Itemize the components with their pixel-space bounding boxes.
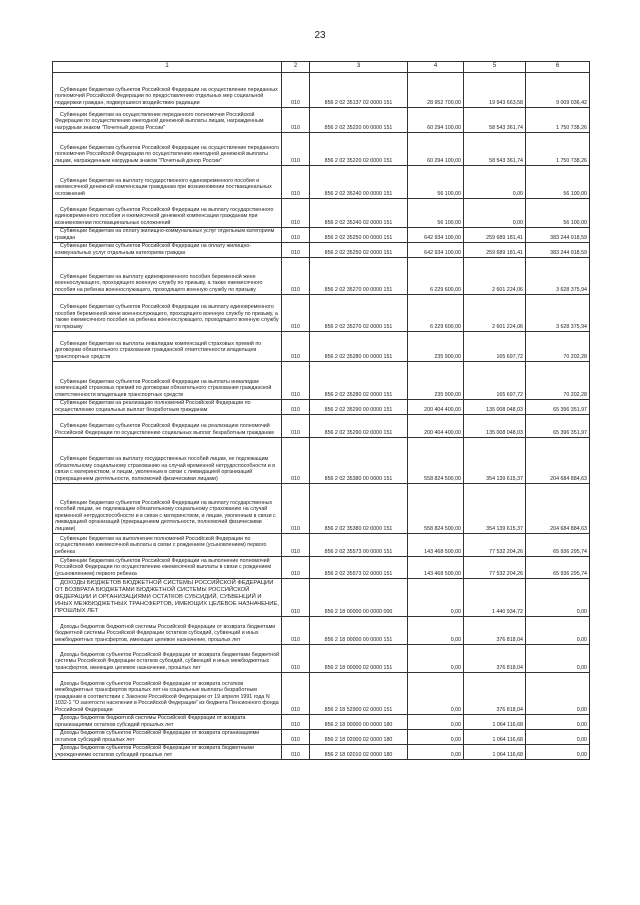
row-unexecuted-cell: 383 244 918,59 <box>526 228 590 243</box>
column-header: 5 <box>464 62 526 73</box>
row-budget-code-cell: 856 2 18 00000 00 0000 151 <box>310 617 408 645</box>
row-approved-cell: 0,00 <box>408 673 464 715</box>
row-budget-code-cell: 856 2 02 35573 02 0000 151 <box>310 557 408 579</box>
row-name-cell: Доходы бюджетов субъектов Российской Федерации от возврата бюджетными учреждениями остатков субсидий прошлых лет <box>53 745 282 760</box>
table-row <box>53 730 590 745</box>
row-unexecuted-cell: 56 100,00 <box>526 199 590 228</box>
row-approved-cell: 6 229 600,00 <box>408 295 464 332</box>
row-executed-cell: 58 543 361,74 <box>464 133 526 166</box>
row-line-code-cell: 010 <box>282 332 310 362</box>
row-executed-cell: 354 139 615,37 <box>464 438 526 484</box>
row-line-code-cell: 010 <box>282 258 310 295</box>
row-approved-cell: 0,00 <box>408 617 464 645</box>
row-budget-code-cell: 856 2 18 02010 02 0000 180 <box>310 745 408 760</box>
row-name-cell: Доходы бюджетов бюджетной системы Российской Федерации от возврата организациями остатков субсидий прошлых лет <box>53 715 282 730</box>
table-row <box>53 332 590 362</box>
table-row <box>53 645 590 673</box>
row-executed-cell: 1 064 116,68 <box>464 745 526 760</box>
row-unexecuted-cell: 65 936 295,74 <box>526 534 590 557</box>
row-executed-cell: 77 532 204,26 <box>464 557 526 579</box>
row-approved-cell: 6 229 600,00 <box>408 258 464 295</box>
table-row <box>53 745 590 760</box>
row-approved-cell: 143 468 500,00 <box>408 557 464 579</box>
column-header: 2 <box>282 62 310 73</box>
row-budget-code-cell: 856 2 18 52900 02 0000 151 <box>310 673 408 715</box>
row-executed-cell: 1 064 116,68 <box>464 730 526 745</box>
row-budget-code-cell: 856 2 02 35280 00 0000 151 <box>310 332 408 362</box>
row-budget-code-cell: 856 2 18 00000 00 0000 180 <box>310 715 408 730</box>
row-line-code-cell: 010 <box>282 133 310 166</box>
row-budget-code-cell: 856 2 02 35380 02 0000 151 <box>310 484 408 534</box>
column-header: 1 <box>53 62 282 73</box>
row-name-cell: Субвенции бюджетам субъектов Российской Федерации на выполнение полномочий Российской Федерации по осуществлению ежемесячной выплаты в связи с рождением (усыновлением) первого ребенка <box>53 557 282 579</box>
row-approved-cell: 60 294 100,00 <box>408 108 464 133</box>
row-line-code-cell: 010 <box>282 617 310 645</box>
row-budget-code-cell: 856 2 02 35270 00 0000 151 <box>310 258 408 295</box>
row-approved-cell: 0,00 <box>408 715 464 730</box>
row-budget-code-cell: 856 2 02 35280 02 0000 151 <box>310 362 408 400</box>
row-line-code-cell: 010 <box>282 484 310 534</box>
row-name-cell: Субвенции бюджетам субъектов Российской Федерации на осуществление переданного полномочия Российской Федерации по осуществлению ежегодной денежной выплаты лицам, награжденным нагрудным знаком "Почетный донор России" <box>53 133 282 166</box>
row-approved-cell: 235 900,00 <box>408 332 464 362</box>
row-executed-cell: 1 440 934,72 <box>464 579 526 617</box>
row-unexecuted-cell: 3 628 375,94 <box>526 258 590 295</box>
table-row <box>53 166 590 199</box>
row-budget-code-cell: 856 2 02 35250 02 0000 151 <box>310 243 408 258</box>
row-budget-code-cell: 856 2 02 35220 00 0000 151 <box>310 108 408 133</box>
row-approved-cell: 235 900,00 <box>408 362 464 400</box>
row-budget-code-cell: 856 2 18 00000 02 0000 151 <box>310 645 408 673</box>
row-line-code-cell: 010 <box>282 166 310 199</box>
row-name-cell: Субвенции бюджетам на выплату государственного единовременного пособия и ежемесячной денежной компенсации гражданам при возникновении поствакцинальных осложнений <box>53 166 282 199</box>
row-name-cell: Субвенции бюджетам субъектов Российской Федерации на осуществление переданных полномочий Российской Федерации по предоставлению отдельных мер социальной поддержки граждан, подвергшихся воздействию радиации <box>53 73 282 108</box>
row-executed-cell: 165 697,72 <box>464 332 526 362</box>
row-name-cell: Субвенции бюджетам на реализацию полномочий Российской Федерации по осуществлению социальных выплат безработным гражданам <box>53 400 282 415</box>
column-header: 6 <box>526 62 590 73</box>
row-name-cell: Субвенции бюджетам субъектов Российской Федерации на реализацию полномочий Российской Федерации по осуществлению социальных выплат безработным гражданам <box>53 415 282 438</box>
row-executed-cell: 0,00 <box>464 166 526 199</box>
row-budget-code-cell: 856 2 02 35250 00 0000 151 <box>310 228 408 243</box>
row-name-cell: Субвенции бюджетам на выплату государственных пособий лицам, не подлежащим обязательному социальному страхованию на случай временной нетрудоспособности и в связи с материнством, и лицам, уволенным в связи с ликвидацией организаций (прекращением деятельности, полномочий физическими лицами) <box>53 438 282 484</box>
table-row <box>53 243 590 258</box>
row-approved-cell: 0,00 <box>408 730 464 745</box>
row-approved-cell: 143 468 500,00 <box>408 534 464 557</box>
row-line-code-cell: 010 <box>282 362 310 400</box>
row-budget-code-cell: 856 2 18 00000 00 0000 000 <box>310 579 408 617</box>
table-row <box>53 438 590 484</box>
row-executed-cell: 165 697,72 <box>464 362 526 400</box>
column-header: 4 <box>408 62 464 73</box>
row-unexecuted-cell: 0,00 <box>526 617 590 645</box>
row-executed-cell: 135 008 048,03 <box>464 415 526 438</box>
row-approved-cell: 558 824 500,00 <box>408 438 464 484</box>
row-unexecuted-cell: 0,00 <box>526 730 590 745</box>
table-row <box>53 362 590 400</box>
row-unexecuted-cell: 56 100,00 <box>526 166 590 199</box>
row-budget-code-cell: 856 2 18 02000 02 0000 180 <box>310 730 408 745</box>
row-line-code-cell: 010 <box>282 673 310 715</box>
row-unexecuted-cell: 9 009 036,42 <box>526 73 590 108</box>
row-name-cell: Субвенции бюджетам субъектов Российской Федерации на оплату жилищно-коммунальных услуг отдельным категориям граждан <box>53 243 282 258</box>
row-approved-cell: 60 294 100,00 <box>408 133 464 166</box>
row-budget-code-cell: 856 2 02 35240 02 0000 151 <box>310 199 408 228</box>
row-approved-cell: 558 824 500,00 <box>408 484 464 534</box>
row-executed-cell: 2 601 224,06 <box>464 258 526 295</box>
table-row <box>53 715 590 730</box>
row-executed-cell: 2 601 224,06 <box>464 295 526 332</box>
row-executed-cell: 259 689 181,41 <box>464 228 526 243</box>
row-unexecuted-cell: 1 750 738,26 <box>526 133 590 166</box>
row-approved-cell: 200 404 400,00 <box>408 415 464 438</box>
row-unexecuted-cell: 0,00 <box>526 745 590 760</box>
row-budget-code-cell: 856 2 02 35380 00 0000 151 <box>310 438 408 484</box>
row-budget-code-cell: 856 2 02 35290 00 0000 151 <box>310 400 408 415</box>
row-name-cell: Субвенции бюджетам на осуществление переданного полномочия Российской Федерации по осуществлению ежегодной денежной выплаты лицам, награжденным нагрудным знаком "Почетный донор России" <box>53 108 282 133</box>
row-line-code-cell: 010 <box>282 415 310 438</box>
column-header: 3 <box>310 62 408 73</box>
row-approved-cell: 200 404 400,00 <box>408 400 464 415</box>
row-line-code-cell: 010 <box>282 108 310 133</box>
row-line-code-cell: 010 <box>282 199 310 228</box>
row-budget-code-cell: 856 2 02 35220 02 0000 151 <box>310 133 408 166</box>
row-executed-cell: 77 532 204,26 <box>464 534 526 557</box>
row-name-cell: Доходы бюджетов субъектов Российской Федерации от возврата организациями остатков субсидий прошлых лет <box>53 730 282 745</box>
table-row <box>53 617 590 645</box>
table-row <box>53 579 590 617</box>
row-name-cell: Доходы бюджетов бюджетной системы Российской Федерации от возврата бюджетами бюджетной системы Российской Федерации остатков субсидий, субвенций и иных межбюджетных трансфертов, имеющих целевое назначение, прошлых лет <box>53 617 282 645</box>
row-name-cell: Субвенции бюджетам на выплаты инвалидам компенсаций страховых премий по договорам обязательного страхования гражданской ответственности владельцев транспортных средств <box>53 332 282 362</box>
row-approved-cell: 56 100,00 <box>408 166 464 199</box>
row-executed-cell: 259 689 181,41 <box>464 243 526 258</box>
row-unexecuted-cell: 204 684 884,63 <box>526 484 590 534</box>
table-header-row <box>53 62 590 73</box>
row-line-code-cell: 010 <box>282 715 310 730</box>
row-name-cell: Субвенции бюджетам субъектов Российской Федерации на выплату государственного единовременного пособия и ежемесячной денежной компенсации гражданам при возникновении поствакцинальных осложнений <box>53 199 282 228</box>
table-row <box>53 258 590 295</box>
page-number: 23 <box>314 30 326 41</box>
row-approved-cell: 56 100,00 <box>408 199 464 228</box>
row-line-code-cell: 010 <box>282 73 310 108</box>
row-line-code-cell: 010 <box>282 534 310 557</box>
row-executed-cell: 58 543 361,74 <box>464 108 526 133</box>
row-approved-cell: 0,00 <box>408 579 464 617</box>
row-executed-cell: 19 943 663,58 <box>464 73 526 108</box>
row-budget-code-cell: 856 2 02 35270 02 0000 151 <box>310 295 408 332</box>
row-unexecuted-cell: 70 202,28 <box>526 362 590 400</box>
table-row <box>53 484 590 534</box>
row-unexecuted-cell: 0,00 <box>526 715 590 730</box>
row-approved-cell: 0,00 <box>408 745 464 760</box>
table-row <box>53 673 590 715</box>
row-line-code-cell: 010 <box>282 557 310 579</box>
row-executed-cell: 376 818,04 <box>464 673 526 715</box>
table-row <box>53 108 590 133</box>
row-line-code-cell: 010 <box>282 438 310 484</box>
row-name-cell: Субвенции бюджетам субъектов Российской Федерации на выплату государственных пособий лицам, не подлежащим обязательному социальному страхованию на случай временной нетрудоспособности и в связи с материнством, и лицам, уволенным в связи с ликвидацией организаций (прекращением деятельности, полномочий физическими лицами) <box>53 484 282 534</box>
row-unexecuted-cell: 0,00 <box>526 645 590 673</box>
row-line-code-cell: 010 <box>282 645 310 673</box>
row-approved-cell: 0,00 <box>408 645 464 673</box>
row-line-code-cell: 010 <box>282 295 310 332</box>
row-name-cell: Субвенции бюджетам субъектов Российской Федерации на выплату единовременного пособия беременной жене военнослужащего, проходящего военную службу по призыву, а также ежемесячного пособия на ребенка военнослужащего, проходящего военную службу по призыву <box>53 295 282 332</box>
row-unexecuted-cell: 204 684 884,63 <box>526 438 590 484</box>
row-unexecuted-cell: 65 936 295,74 <box>526 557 590 579</box>
row-unexecuted-cell: 65 396 351,97 <box>526 400 590 415</box>
row-budget-code-cell: 856 2 02 35290 02 0000 151 <box>310 415 408 438</box>
row-line-code-cell: 010 <box>282 745 310 760</box>
row-unexecuted-cell: 0,00 <box>526 579 590 617</box>
row-unexecuted-cell: 1 750 738,26 <box>526 108 590 133</box>
row-executed-cell: 376 818,04 <box>464 645 526 673</box>
row-executed-cell: 1 064 116,68 <box>464 715 526 730</box>
table-row <box>53 133 590 166</box>
row-executed-cell: 0,00 <box>464 199 526 228</box>
row-budget-code-cell: 856 2 02 35573 00 0000 151 <box>310 534 408 557</box>
row-unexecuted-cell: 0,00 <box>526 673 590 715</box>
row-executed-cell: 376 818,04 <box>464 617 526 645</box>
row-line-code-cell: 010 <box>282 579 310 617</box>
row-name-cell: ДОХОДЫ БЮДЖЕТОВ БЮДЖЕТНОЙ СИСТЕМЫ РОССИЙСКОЙ ФЕДЕРАЦИИ ОТ ВОЗВРАТА БЮДЖЕТАМИ БЮДЖЕТНОЙ СИСТЕМЫ РОССИЙСКОЙ ФЕДЕРАЦИИ И ОРГАНИЗАЦИЯМИ ОСТАТКОВ СУБСИДИЙ, СУБВЕНЦИЙ И ИНЫХ МЕЖБЮДЖЕТНЫХ ТРАНСФЕРТОВ, ИМЕЮЩИХ ЦЕЛЕВОЕ НАЗНАЧЕНИЕ, ПРОШЛЫХ ЛЕТ <box>53 579 282 617</box>
row-line-code-cell: 010 <box>282 400 310 415</box>
row-name-cell: Субвенции бюджетам на выплату единовременного пособия беременной жене военнослужащего, проходящего военную службу по призыву, а также ежемесячного пособия на ребенка военнослужащего, проходящего военную службу по призыву <box>53 258 282 295</box>
row-name-cell: Субвенции бюджетам на оплату жилищно-коммунальных услуг отдельным категориям граждан <box>53 228 282 243</box>
row-executed-cell: 354 139 615,37 <box>464 484 526 534</box>
table-row <box>53 295 590 332</box>
row-line-code-cell: 010 <box>282 228 310 243</box>
row-approved-cell: 28 952 700,00 <box>408 73 464 108</box>
table-row <box>53 73 590 108</box>
row-line-code-cell: 010 <box>282 730 310 745</box>
row-unexecuted-cell: 70 202,28 <box>526 332 590 362</box>
table-row <box>53 199 590 228</box>
table-row <box>53 400 590 415</box>
row-approved-cell: 642 934 100,00 <box>408 228 464 243</box>
row-unexecuted-cell: 65 396 351,97 <box>526 415 590 438</box>
row-unexecuted-cell: 383 244 918,59 <box>526 243 590 258</box>
row-name-cell: Субвенции бюджетам субъектов Российской Федерации на выплаты инвалидам компенсаций страховых премий по договорам обязательного страхования гражданской ответственности владельцев транспортных средств <box>53 362 282 400</box>
table-row <box>53 415 590 438</box>
row-unexecuted-cell: 3 628 375,94 <box>526 295 590 332</box>
row-budget-code-cell: 856 2 02 35240 00 0000 151 <box>310 166 408 199</box>
row-budget-code-cell: 856 2 02 35137 02 0000 151 <box>310 73 408 108</box>
row-name-cell: Субвенции бюджетам на выполнение полномочий Российской Федерации по осуществлению ежемесячной выплаты в связи с рождением (усыновлением) первого ребенка <box>53 534 282 557</box>
table-row <box>53 557 590 579</box>
budget-table <box>52 61 590 760</box>
table-row <box>53 228 590 243</box>
row-approved-cell: 642 934 100,00 <box>408 243 464 258</box>
row-name-cell: Доходы бюджетов субъектов Российской Федерации от возврата остатков межбюджетных трансфертов прошлых лет на социальные выплаты безработным гражданам в соответствии с Законом Российской Федерации от 19 апреля 1991 года N 1032-1 "О занятости населения в Российской Федерации" из бюджета Пенсионного фонда Российской Федерации <box>53 673 282 715</box>
row-line-code-cell: 010 <box>282 243 310 258</box>
row-executed-cell: 135 008 048,03 <box>464 400 526 415</box>
table-row <box>53 534 590 557</box>
row-name-cell: Доходы бюджетов субъектов Российской Федерации от возврата бюджетами бюджетной системы Российской Федерации остатков субсидий, субвенций и иных межбюджетных трансфертов, имеющих целевое назначение, прошлых лет <box>53 645 282 673</box>
